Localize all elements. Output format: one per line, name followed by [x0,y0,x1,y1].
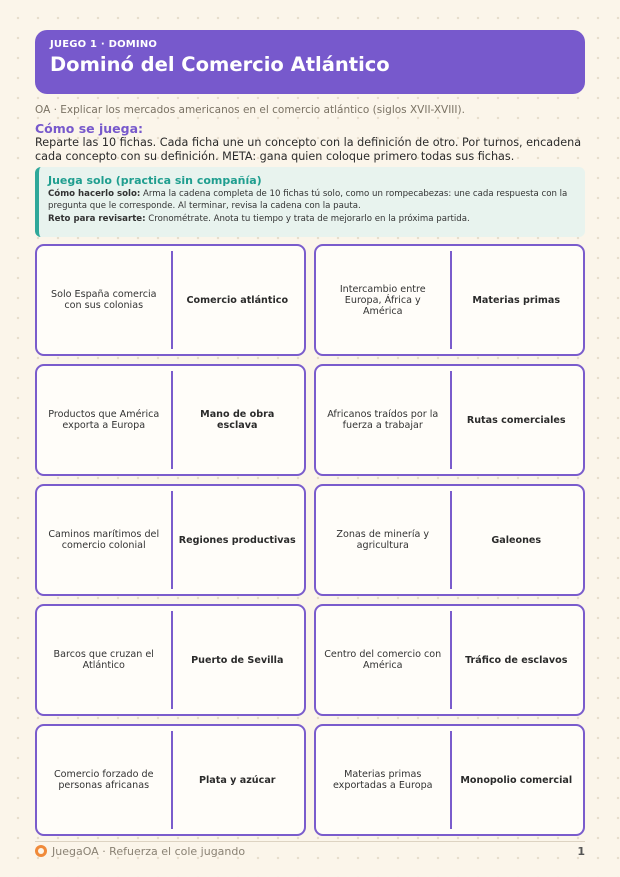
tile-concept: Mano de obra esclava [200,409,275,431]
solo-challenge [48,214,575,226]
footer [35,843,585,859]
domino-tile [314,484,585,596]
tile-concept: Rutas comerciales [466,414,566,426]
page-number: 1 [577,844,585,858]
game-kicker: JUEGO 1 · DOMINO [50,39,158,50]
solo-how-label: Cómo hacerlo solo: [48,189,141,199]
tile-concept: Materias primas [472,294,561,306]
footer-brand: JuegaOA · Refuerza el cole jugando [52,844,246,858]
domino-tile [35,724,306,836]
tile-definition: Africanos traídos por la fuerza a trabajar [327,409,439,431]
tile-definition: Zonas de minería y agricultura [336,529,430,551]
tile-concept: Regiones productivas [178,534,296,546]
tile-definition: Solo España comercia con sus colonias [50,289,157,311]
solo-title: Juega solo (practica sin compañía) [48,174,262,187]
domino-tile [314,364,585,476]
tile-definition: Comercio forzado de personas africanas [53,769,154,791]
tile-concept: Puerto de Sevilla [191,654,284,666]
tile-definition: Productos que América exporta a Europa [48,409,160,431]
tile-concept: Plata y azúcar [198,774,276,786]
solo-play-box [35,167,585,237]
tile-definition: Barcos que cruzan el Atlántico [53,649,154,671]
brand-logo-icon [35,845,47,857]
tile-definition: Caminos marítimos del comercio colonial [48,529,160,551]
tile-definition: Materias primas exportadas a Europa [332,769,433,791]
how-to-play-heading: Cómo se juega: [35,121,144,136]
solo-how-text: Arma la cadena completa de 10 fichas tú solo, como un rompecabezas: une cada respuesta con la pregunta que le corresponde. Al terminar, revisa la cadena con la pauta. [48,189,568,211]
tile-concept: Comercio atlántico [186,294,289,306]
solo-challenge-label: Reto para revisarte: [48,214,146,224]
tile-definition: Intercambio entre Europa, África y América [339,283,426,317]
learning-objective: OA · Explicar los mercados americanos en el comercio atlántico (siglos XVII-XVIII). [35,104,465,116]
domino-tile [35,484,306,596]
tile-concept: Tráfico de esclavos [465,654,568,666]
how-to-play-text: Reparte las 10 fichas. Cada ficha une un concepto con la definición de otro. Por turnos, encadena cada concepto con su definición. META: gana quien coloque primero todas sus fichas. [35,136,582,163]
tile-definition: Centro del comercio con América [324,649,442,671]
tile-concept: Galeones [491,534,542,546]
domino-tile [35,244,306,356]
tile-concept: Monopolio comercial [460,774,573,786]
solo-challenge-text: Cronométrate. Anota tu tiempo y trata de mejorarlo en la próxima partida. [145,214,470,224]
domino-tile [314,604,585,716]
domino-tile [314,244,585,356]
domino-tile [35,604,306,716]
page-title: Dominó del Comercio Atlántico [50,53,390,76]
domino-tile [314,724,585,836]
domino-tile [35,364,306,476]
solo-how [48,189,575,212]
game-header [35,30,585,94]
footer-divider [35,841,585,842]
